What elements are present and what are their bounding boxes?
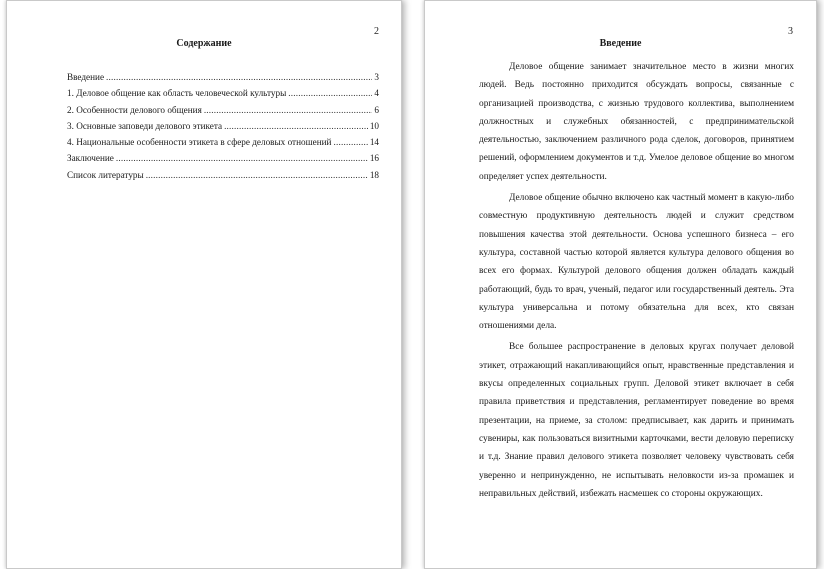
toc-entry-chapter-2 <box>67 102 379 118</box>
toc-entry-title: Введение <box>67 72 105 82</box>
toc-entry-page: 18 <box>369 169 379 180</box>
toc-entry-chapter-4 <box>67 134 379 150</box>
toc-leader-dots <box>146 167 368 183</box>
toc-entry-chapter-3 <box>67 118 379 134</box>
page-number: 3 <box>788 26 793 37</box>
toc-entry-title: Список литературы <box>67 169 144 180</box>
toc-entry-title: 4. Национальные особенности этикета в сфере деловых отношений <box>67 137 332 148</box>
body-text <box>479 58 794 506</box>
document-page-right <box>424 0 817 569</box>
toc-entry-references <box>67 167 379 183</box>
toc-entry-introduction <box>67 69 379 85</box>
paragraph: Деловое общение обычно включено как частный момент в какую-либо совместную продуктивную деятельность людей и служит средством повышения качества этой деятельности. Основа успешного бизнеса – его культура, составной частью которой является культура делового общения во всех его формах. Культурой делового общения должен обладать каждый работающий, будь то врач, ученый, педагог или государственный деятель. Эта культура универсальна и потому обязательна для всех, кто связан отношениями дела. <box>479 193 794 332</box>
paragraph: Все большее распространение в деловых кругах получает деловой этикет, отражающий накапливающийся опыт, нравственные представления и вкусы определенных социальных групп. Деловой этикет включает в себя правила приветствия и представления, регламентирует поведение во время презентации, на приеме, за столом: предписывает, как дарить и принимать сувениры, как пользоваться визитными карточками, вести деловую переписку и т.д. Знание правил делового этикета позволяет человеку чувствовать себя уверенно и непринужденно, не испытывать неловкости из-за промашек и неправильных действий, избежать насмешек со стороны окружающих. <box>479 342 794 499</box>
toc-leader-dots <box>106 69 372 85</box>
toc-entry-page: 16 <box>369 153 379 164</box>
toc-entry-title: 3. Основные заповеди делового этикета <box>67 120 223 131</box>
section-heading: Введение <box>599 38 642 49</box>
toc-entry-page: 4 <box>374 88 379 99</box>
table-of-contents <box>67 69 379 183</box>
toc-leader-dots <box>116 150 368 166</box>
toc-entry-page: 6 <box>374 104 379 115</box>
toc-entry-title: 1. Деловое общение как область человеческой культуры <box>67 88 287 99</box>
toc-entry-title: Заключение <box>67 153 114 164</box>
toc-entry-title: 2. Особенности делового общения <box>67 104 202 115</box>
toc-entry-chapter-1 <box>67 85 379 101</box>
toc-entry-conclusion <box>67 150 379 166</box>
document-page-left <box>6 0 402 569</box>
paragraph: Деловое общение занимает значительное место в жизни многих людей. Ведь постоянно приходится обсуждать вопросы, связанные с организацией производства, с жизнью трудового коллектива, выполнением должностных и служебных обязанностей, с предпринимательской деятельностью, заключением различного рода сделок, договоров, принятием решений, оформлением документов и т.д. Умелое деловое общение во многом определяет успех деятельности. <box>479 62 794 182</box>
toc-leader-dots <box>333 134 367 150</box>
toc-heading: Содержание <box>176 38 232 49</box>
toc-entry-page: 10 <box>369 120 379 131</box>
toc-leader-dots <box>288 85 372 101</box>
toc-leader-dots <box>224 118 368 134</box>
toc-leader-dots <box>204 102 373 118</box>
toc-entry-page: 14 <box>369 137 379 148</box>
toc-entry-page: 3 <box>374 72 379 82</box>
page-number: 2 <box>374 26 379 37</box>
